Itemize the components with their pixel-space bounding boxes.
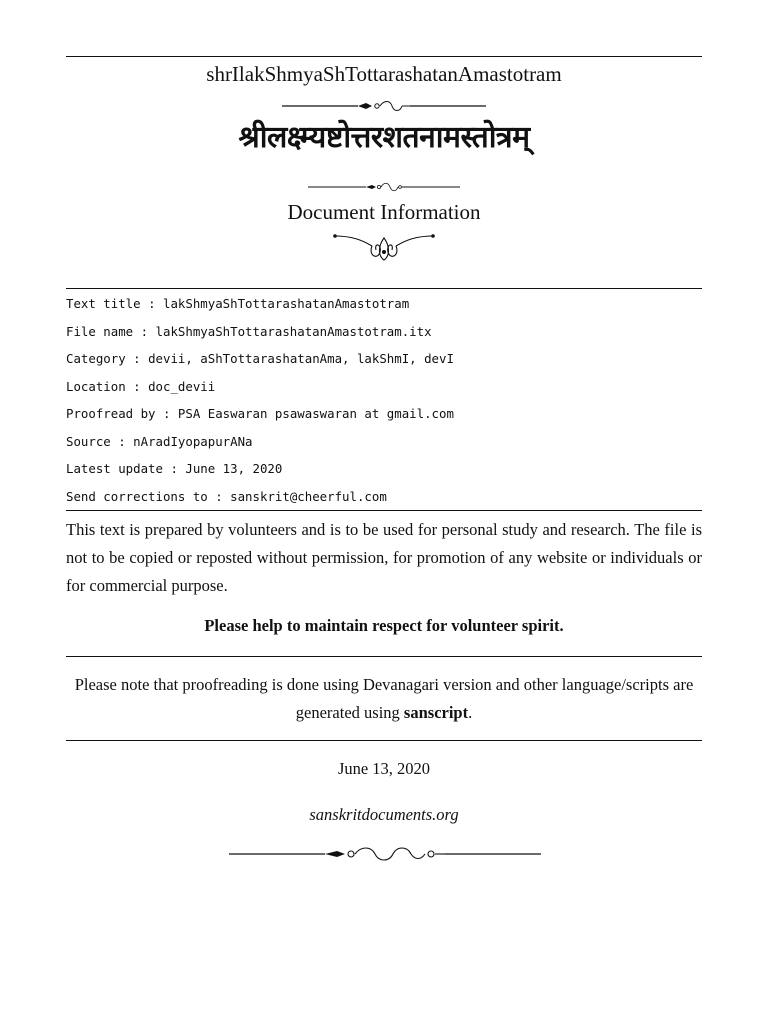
footer-site-link[interactable]: sanskritdocuments.org — [309, 805, 459, 824]
metadata-key: Latest update — [66, 461, 163, 476]
metadata-key: Send corrections to — [66, 488, 208, 504]
top-rule — [66, 56, 702, 57]
sanscript-label: sanscript — [403, 703, 469, 722]
proofreading-text: Please note that proofreading is done using Devanagari version and other language/scripts are generated using — [74, 675, 694, 722]
metadata-row — [66, 351, 454, 366]
metadata-row — [66, 296, 409, 311]
metadata-value: lakShmyaShTottarashatanAmastotram.itx — [155, 323, 432, 339]
metadata-key: Source — [66, 433, 111, 449]
metadata-key: Category — [66, 351, 126, 366]
metadata-top-rule — [66, 288, 702, 289]
footer-rule — [66, 740, 702, 741]
metadata-value: devii, aShTottarashatanAma, lakShmI, devI — [148, 351, 454, 366]
metadata-value: sanskrit@cheerful.com — [230, 488, 387, 504]
metadata-row — [66, 434, 253, 449]
ornament-divider-icon — [308, 181, 460, 193]
page-title-latin: shrIlakShmyaShTottarashatanAmastotram — [206, 62, 562, 86]
footer-date: June 13, 2020 — [337, 759, 431, 778]
notice-rule — [66, 656, 702, 657]
proofreading-suffix: . — [468, 703, 473, 722]
metadata-key: Location — [66, 378, 126, 394]
metadata-row — [66, 489, 387, 504]
metadata-value: doc_devii — [148, 378, 216, 394]
metadata-separator: : — [155, 406, 178, 421]
metadata-bottom-rule — [66, 510, 702, 511]
metadata-separator: : — [125, 378, 149, 394]
metadata-row — [66, 379, 215, 394]
metadata-separator: : — [110, 433, 134, 449]
metadata-separator: : — [133, 323, 156, 339]
proofreading-note — [66, 671, 702, 727]
notice-paragraph: This text is prepared by volunteers and is to be used for personal study and research. The file is not to be copied or reposted without permission, for promotion of any website or individuals or for commercial purpose. — [66, 520, 702, 595]
metadata-value: nAradIyopapurANa — [133, 433, 253, 449]
ornament-divider-icon — [229, 846, 541, 862]
page-title-devanagari: श्रीलक्ष्म्यष्टोत्तरशतनामस्तोत्रम् — [238, 120, 530, 155]
metadata-value: PSA Easwaran psawaswaran at gmail.com — [177, 406, 454, 421]
metadata-row — [66, 406, 454, 421]
metadata-separator: : — [207, 488, 231, 504]
metadata-key: File name — [66, 323, 134, 339]
section-heading: Document Information — [287, 200, 481, 224]
flourish-ornament-icon — [332, 228, 436, 264]
metadata-value: June 13, 2020 — [185, 461, 283, 476]
metadata-separator: : — [125, 351, 149, 366]
metadata-value: lakShmyaShTottarashatanAmastotram — [163, 296, 410, 311]
metadata-separator: : — [140, 296, 163, 311]
metadata-key: Proofread by — [66, 406, 156, 421]
metadata-row — [66, 461, 282, 476]
metadata-separator: : — [162, 461, 186, 476]
metadata-key: Text title — [66, 296, 141, 311]
metadata-row — [66, 324, 432, 339]
volunteer-spirit-note: Please help to maintain respect for volunteer spirit. — [204, 616, 564, 635]
ornament-divider-icon — [282, 99, 486, 113]
